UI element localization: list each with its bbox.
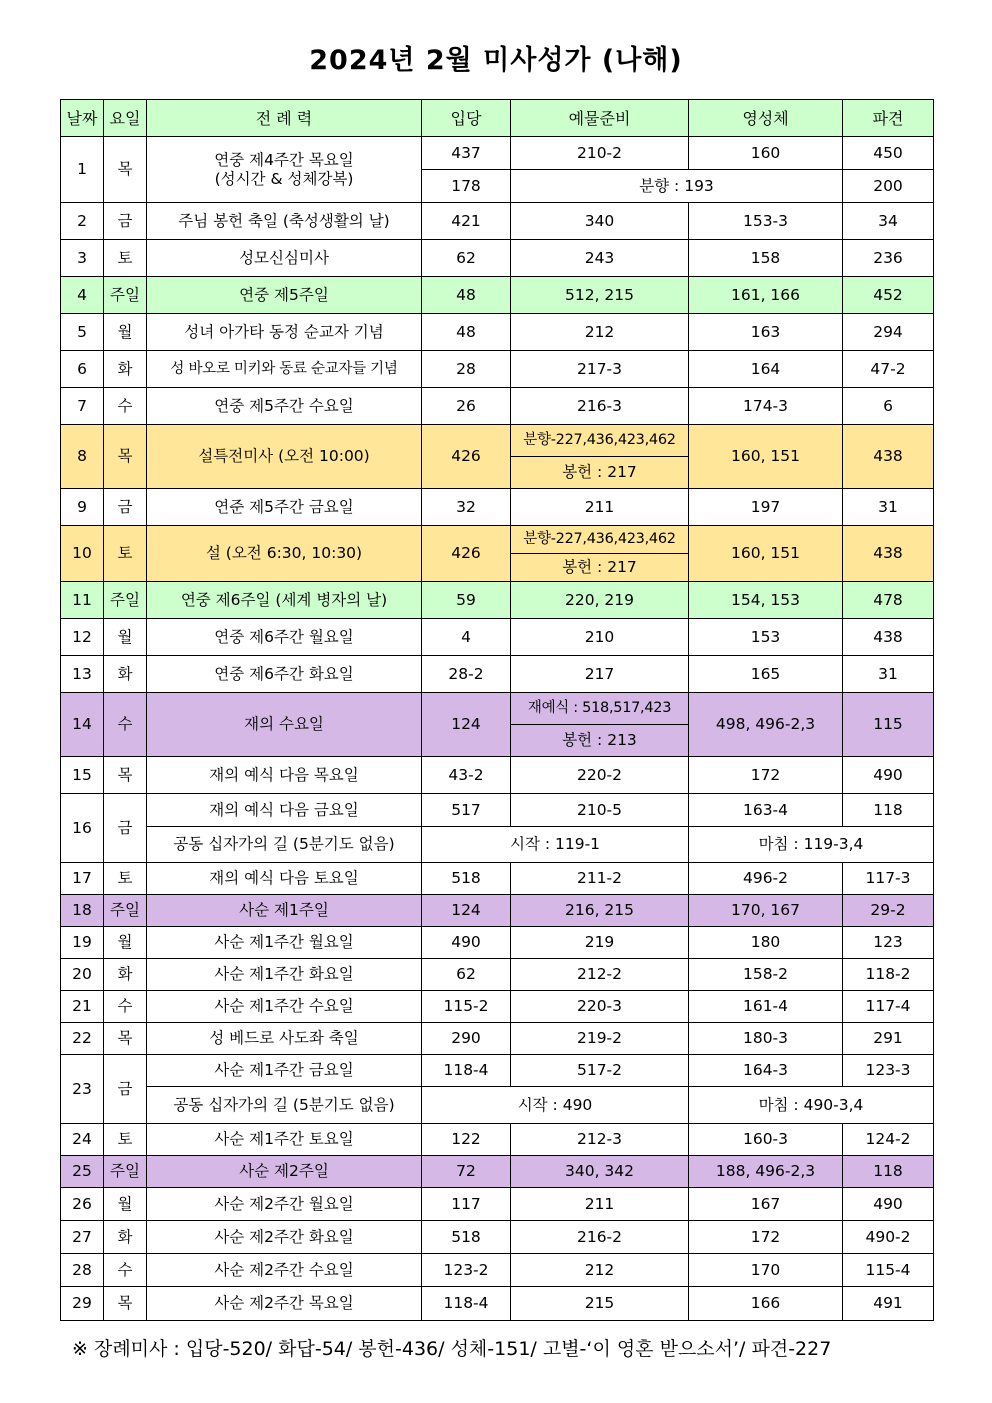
day-cell: 20 xyxy=(61,959,104,991)
table-row xyxy=(61,656,934,693)
dismissal-cell: 294 xyxy=(843,314,934,351)
header-liturgy: 전 례 력 xyxy=(147,100,422,137)
communion-cell: 153 xyxy=(689,619,843,656)
table-row xyxy=(61,827,934,863)
header-offertory: 예물준비 xyxy=(511,100,689,137)
day-cell: 27 xyxy=(61,1221,104,1254)
liturgy-cell: 성 베드로 사도좌 축일 xyxy=(147,1023,422,1055)
table-row xyxy=(61,757,934,794)
liturgy-cell: 연중 제6주일 (세계 병자의 날) xyxy=(147,582,422,619)
offertory-cell: 분향-227,436,423,462 xyxy=(511,425,689,457)
day-cell: 10 xyxy=(61,526,104,582)
dismissal-cell: 29-2 xyxy=(843,895,934,927)
weekday-cell: 수 xyxy=(104,693,147,757)
offertory-cell: 243 xyxy=(511,240,689,277)
table-row xyxy=(61,314,934,351)
offertory-cell: 217 xyxy=(511,656,689,693)
communion-cell: 498, 496-2,3 xyxy=(689,693,843,757)
header-day: 날짜 xyxy=(61,100,104,137)
dismissal-cell: 490-2 xyxy=(843,1221,934,1254)
communion-cell: 158 xyxy=(689,240,843,277)
dismissal-cell: 438 xyxy=(843,425,934,489)
weekday-cell: 수 xyxy=(104,991,147,1023)
liturgy-cell: 성녀 아가타 동정 순교자 기념 xyxy=(147,314,422,351)
offertory-cell: 216-3 xyxy=(511,388,689,425)
liturgy-cell: 사순 제1주간 금요일 xyxy=(147,1055,422,1087)
weekday-cell: 월 xyxy=(104,1188,147,1221)
entrance-cell: 426 xyxy=(422,526,511,582)
liturgy-cell: 재의 예식 다음 금요일 xyxy=(147,794,422,827)
communion-cell: 180 xyxy=(689,927,843,959)
communion-cell: 163 xyxy=(689,314,843,351)
table-row xyxy=(61,351,934,388)
day-cell: 25 xyxy=(61,1156,104,1188)
weekday-cell: 월 xyxy=(104,619,147,656)
communion-cell: 158-2 xyxy=(689,959,843,991)
weekday-cell: 목 xyxy=(104,757,147,794)
dismissal-cell: 438 xyxy=(843,526,934,582)
communion-cell: 172 xyxy=(689,1221,843,1254)
dismissal-cell: 6 xyxy=(843,388,934,425)
entrance-cell: 124 xyxy=(422,895,511,927)
weekday-cell: 목 xyxy=(104,1287,147,1321)
dismissal-cell: 490 xyxy=(843,1188,934,1221)
communion-cell: 166 xyxy=(689,1287,843,1321)
dismissal-cell: 118 xyxy=(843,794,934,827)
weekday-cell: 금 xyxy=(104,794,147,863)
day-cell: 7 xyxy=(61,388,104,425)
table-row xyxy=(61,794,934,827)
dismissal-cell: 118 xyxy=(843,1156,934,1188)
day-cell: 24 xyxy=(61,1124,104,1156)
table-row xyxy=(61,959,934,991)
incense-cell: 분향 : 193 xyxy=(511,170,843,203)
entrance-cell: 118-4 xyxy=(422,1287,511,1321)
entrance-cell: 4 xyxy=(422,619,511,656)
stations-of-cross-cell: 공동 십자가의 길 (5분기도 없음) xyxy=(147,827,422,863)
funeral-mass-footnote: ※ 장례미사 : 입당-520/ 화답-54/ 봉헌-436/ 성체-151/ 고별-‘이 영혼 받으소서’/ 파견-227 xyxy=(72,1338,832,1360)
liturgy-cell: 연중 제6주간 화요일 xyxy=(147,656,422,693)
communion-cell: 197 xyxy=(689,489,843,526)
entrance-cell: 62 xyxy=(422,959,511,991)
entrance-cell: 72 xyxy=(422,1156,511,1188)
offertory-cell: 216, 215 xyxy=(511,895,689,927)
liturgy-cell: 사순 제2주간 월요일 xyxy=(147,1188,422,1221)
dismissal-cell: 123 xyxy=(843,927,934,959)
day-cell: 19 xyxy=(61,927,104,959)
offertory-cell: 봉헌 : 217 xyxy=(511,457,689,489)
page-title: 2024년 2월 미사성가 (나해) xyxy=(309,45,683,76)
offertory-cell: 215 xyxy=(511,1287,689,1321)
table-row xyxy=(61,863,934,895)
table-row xyxy=(61,425,934,457)
dismissal-cell: 438 xyxy=(843,619,934,656)
entrance-cell: 59 xyxy=(422,582,511,619)
dismissal-cell: 478 xyxy=(843,582,934,619)
table-row xyxy=(61,693,934,725)
table-row xyxy=(61,1087,934,1124)
communion-cell: 188, 496-2,3 xyxy=(689,1156,843,1188)
communion-cell: 153-3 xyxy=(689,203,843,240)
weekday-cell: 목 xyxy=(104,1023,147,1055)
dismissal-cell: 34 xyxy=(843,203,934,240)
offertory-cell: 210-5 xyxy=(511,794,689,827)
weekday-cell: 목 xyxy=(104,425,147,489)
dismissal-cell: 452 xyxy=(843,277,934,314)
entrance-cell: 62 xyxy=(422,240,511,277)
table-row xyxy=(61,1188,934,1221)
entrance-cell: 48 xyxy=(422,277,511,314)
liturgy-cell: 사순 제2주간 화요일 xyxy=(147,1221,422,1254)
entrance-cell: 48 xyxy=(422,314,511,351)
entrance-cell: 28-2 xyxy=(422,656,511,693)
day-cell: 5 xyxy=(61,314,104,351)
weekday-cell: 주일 xyxy=(104,277,147,314)
weekday-cell: 월 xyxy=(104,314,147,351)
entrance-cell: 437 xyxy=(422,137,511,170)
day-cell: 1 xyxy=(61,137,104,203)
table-row xyxy=(61,619,934,656)
header-entrance: 입당 xyxy=(422,100,511,137)
table-row xyxy=(61,388,934,425)
liturgy-cell: 연중 제5주일 xyxy=(147,277,422,314)
offertory-cell: 재예식 : 518,517,423 xyxy=(511,693,689,725)
table-row xyxy=(61,277,934,314)
communion-cell: 160-3 xyxy=(689,1124,843,1156)
day-cell: 13 xyxy=(61,656,104,693)
offertory-cell: 219 xyxy=(511,927,689,959)
weekday-cell: 목 xyxy=(104,137,147,203)
offertory-cell: 212 xyxy=(511,1254,689,1287)
weekday-cell: 화 xyxy=(104,959,147,991)
table-row xyxy=(61,240,934,277)
day-cell: 14 xyxy=(61,693,104,757)
dismissal-cell: 117-3 xyxy=(843,863,934,895)
communion-cell: 496-2 xyxy=(689,863,843,895)
liturgy-cell: 연중 제6주간 월요일 xyxy=(147,619,422,656)
dismissal-cell: 490 xyxy=(843,757,934,794)
entrance-cell: 518 xyxy=(422,1221,511,1254)
liturgy-cell: 사순 제1주간 월요일 xyxy=(147,927,422,959)
liturgy-cell: 사순 제2주간 수요일 xyxy=(147,1254,422,1287)
dismissal-cell: 118-2 xyxy=(843,959,934,991)
entrance-cell: 28 xyxy=(422,351,511,388)
weekday-cell: 화 xyxy=(104,656,147,693)
offertory-cell: 217-3 xyxy=(511,351,689,388)
table-row xyxy=(61,137,934,170)
day-cell: 29 xyxy=(61,1287,104,1321)
weekday-cell: 주일 xyxy=(104,1156,147,1188)
liturgy-cell: 연중 제5주간 수요일 xyxy=(147,388,422,425)
offertory-cell: 340, 342 xyxy=(511,1156,689,1188)
dismissal-cell: 291 xyxy=(843,1023,934,1055)
day-cell: 18 xyxy=(61,895,104,927)
offertory-cell: 210-2 xyxy=(511,137,689,170)
entrance-cell: 32 xyxy=(422,489,511,526)
weekday-cell: 토 xyxy=(104,863,147,895)
day-cell: 22 xyxy=(61,1023,104,1055)
communion-cell: 154, 153 xyxy=(689,582,843,619)
offertory-cell: 봉헌 : 213 xyxy=(511,725,689,757)
stations-end-cell: 마침 : 119-3,4 xyxy=(689,827,934,863)
table-row xyxy=(61,526,934,554)
day-cell: 26 xyxy=(61,1188,104,1221)
entrance-cell: 117 xyxy=(422,1188,511,1221)
table-row xyxy=(61,895,934,927)
table-row xyxy=(61,489,934,526)
weekday-cell: 토 xyxy=(104,1124,147,1156)
entrance-cell: 118-4 xyxy=(422,1055,511,1087)
communion-cell: 172 xyxy=(689,757,843,794)
dismissal-cell: 31 xyxy=(843,656,934,693)
offertory-cell: 210 xyxy=(511,619,689,656)
weekday-cell: 토 xyxy=(104,526,147,582)
weekday-cell: 금 xyxy=(104,489,147,526)
offertory-cell: 219-2 xyxy=(511,1023,689,1055)
stations-of-cross-cell: 공동 십자가의 길 (5분기도 없음) xyxy=(147,1087,422,1124)
day-cell: 3 xyxy=(61,240,104,277)
stations-end-cell: 마침 : 490-3,4 xyxy=(689,1087,934,1124)
header-communion: 영성체 xyxy=(689,100,843,137)
day-cell: 15 xyxy=(61,757,104,794)
day-cell: 4 xyxy=(61,277,104,314)
dismissal-cell: 117-4 xyxy=(843,991,934,1023)
dismissal-cell: 236 xyxy=(843,240,934,277)
liturgy-cell: 주님 봉헌 축일 (축성생활의 날) xyxy=(147,203,422,240)
stations-start-cell: 시작 : 119-1 xyxy=(422,827,689,863)
offertory-cell: 211-2 xyxy=(511,863,689,895)
table-row xyxy=(61,1156,934,1188)
dismissal-cell: 31 xyxy=(843,489,934,526)
weekday-cell: 화 xyxy=(104,1221,147,1254)
day-cell: 8 xyxy=(61,425,104,489)
table-row xyxy=(61,991,934,1023)
offertory-cell: 분향-227,436,423,462 xyxy=(511,526,689,554)
liturgy-cell: 사순 제1주간 수요일 xyxy=(147,991,422,1023)
day-cell: 21 xyxy=(61,991,104,1023)
table-row xyxy=(61,927,934,959)
entrance-cell: 290 xyxy=(422,1023,511,1055)
weekday-cell: 화 xyxy=(104,351,147,388)
header-row xyxy=(61,100,934,137)
liturgy-cell: 재의 예식 다음 토요일 xyxy=(147,863,422,895)
table-row xyxy=(61,582,934,619)
communion-cell: 164 xyxy=(689,351,843,388)
entrance-cell: 178 xyxy=(422,170,511,203)
offertory-cell: 220-2 xyxy=(511,757,689,794)
communion-cell: 161, 166 xyxy=(689,277,843,314)
day-cell: 6 xyxy=(61,351,104,388)
offertory-cell: 211 xyxy=(511,1188,689,1221)
entrance-cell: 517 xyxy=(422,794,511,827)
communion-cell: 164-3 xyxy=(689,1055,843,1087)
communion-cell: 174-3 xyxy=(689,388,843,425)
liturgy-cell: 사순 제1주간 토요일 xyxy=(147,1124,422,1156)
table-row xyxy=(61,1254,934,1287)
offertory-cell: 212 xyxy=(511,314,689,351)
dismissal-cell: 124-2 xyxy=(843,1124,934,1156)
table-row xyxy=(61,1124,934,1156)
communion-cell: 161-4 xyxy=(689,991,843,1023)
liturgy-cell: 사순 제1주일 xyxy=(147,895,422,927)
table-row xyxy=(61,1055,934,1087)
entrance-cell: 124 xyxy=(422,693,511,757)
day-cell: 11 xyxy=(61,582,104,619)
table-row xyxy=(61,1221,934,1254)
communion-cell: 167 xyxy=(689,1188,843,1221)
day-cell: 2 xyxy=(61,203,104,240)
dismissal-cell: 47-2 xyxy=(843,351,934,388)
communion-cell: 160, 151 xyxy=(689,526,843,582)
liturgy-cell: 성 바오로 미키와 동료 순교자들 기념 xyxy=(147,351,422,388)
liturgy-cell: 재의 수요일 xyxy=(147,693,422,757)
communion-cell: 180-3 xyxy=(689,1023,843,1055)
entrance-cell: 26 xyxy=(422,388,511,425)
dismissal-cell: 491 xyxy=(843,1287,934,1321)
communion-cell: 160, 151 xyxy=(689,425,843,489)
weekday-cell: 금 xyxy=(104,1055,147,1124)
weekday-cell: 월 xyxy=(104,927,147,959)
entrance-cell: 421 xyxy=(422,203,511,240)
liturgy-cell: 성모신심미사 xyxy=(147,240,422,277)
liturgy-cell: 사순 제2주일 xyxy=(147,1156,422,1188)
liturgy-cell: 사순 제1주간 화요일 xyxy=(147,959,422,991)
communion-cell: 165 xyxy=(689,656,843,693)
communion-cell: 160 xyxy=(689,137,843,170)
table-row xyxy=(61,1287,934,1321)
entrance-cell: 115-2 xyxy=(422,991,511,1023)
day-cell: 12 xyxy=(61,619,104,656)
dismissal-cell: 123-3 xyxy=(843,1055,934,1087)
offertory-cell: 220, 219 xyxy=(511,582,689,619)
day-cell: 23 xyxy=(61,1055,104,1124)
day-cell: 28 xyxy=(61,1254,104,1287)
offertory-cell: 216-2 xyxy=(511,1221,689,1254)
dismissal-cell: 115 xyxy=(843,693,934,757)
header-weekday: 요일 xyxy=(104,100,147,137)
offertory-cell: 212-2 xyxy=(511,959,689,991)
communion-cell: 170, 167 xyxy=(689,895,843,927)
day-cell: 16 xyxy=(61,794,104,863)
offertory-cell: 517-2 xyxy=(511,1055,689,1087)
table-row xyxy=(61,203,934,240)
entrance-cell: 518 xyxy=(422,863,511,895)
entrance-cell: 123-2 xyxy=(422,1254,511,1287)
communion-cell: 163-4 xyxy=(689,794,843,827)
liturgy-cell: 재의 예식 다음 목요일 xyxy=(147,757,422,794)
offertory-cell: 봉헌 : 217 xyxy=(511,554,689,582)
weekday-cell: 금 xyxy=(104,203,147,240)
offertory-cell: 512, 215 xyxy=(511,277,689,314)
dismissal-cell: 115-4 xyxy=(843,1254,934,1287)
liturgy-cell: 설 (오전 6:30, 10:30) xyxy=(147,526,422,582)
day-cell: 17 xyxy=(61,863,104,895)
hymn-schedule-table xyxy=(60,99,934,1321)
entrance-cell: 490 xyxy=(422,927,511,959)
liturgy-cell: 연중 제4주간 목요일 (성시간 & 성체강복) xyxy=(147,137,422,203)
entrance-cell: 122 xyxy=(422,1124,511,1156)
offertory-cell: 211 xyxy=(511,489,689,526)
day-cell: 9 xyxy=(61,489,104,526)
communion-cell: 170 xyxy=(689,1254,843,1287)
entrance-cell: 43-2 xyxy=(422,757,511,794)
dismissal-cell: 200 xyxy=(843,170,934,203)
entrance-cell: 426 xyxy=(422,425,511,489)
liturgy-cell: 사순 제2주간 목요일 xyxy=(147,1287,422,1321)
offertory-cell: 212-3 xyxy=(511,1124,689,1156)
liturgy-cell: 연준 제5주간 금요일 xyxy=(147,489,422,526)
weekday-cell: 토 xyxy=(104,240,147,277)
offertory-cell: 340 xyxy=(511,203,689,240)
weekday-cell: 수 xyxy=(104,388,147,425)
offertory-cell: 220-3 xyxy=(511,991,689,1023)
weekday-cell: 주일 xyxy=(104,895,147,927)
liturgy-cell: 설특전미사 (오전 10:00) xyxy=(147,425,422,489)
stations-start-cell: 시작 : 490 xyxy=(422,1087,689,1124)
dismissal-cell: 450 xyxy=(843,137,934,170)
table-row xyxy=(61,1023,934,1055)
header-dismissal: 파견 xyxy=(843,100,934,137)
weekday-cell: 주일 xyxy=(104,582,147,619)
weekday-cell: 수 xyxy=(104,1254,147,1287)
